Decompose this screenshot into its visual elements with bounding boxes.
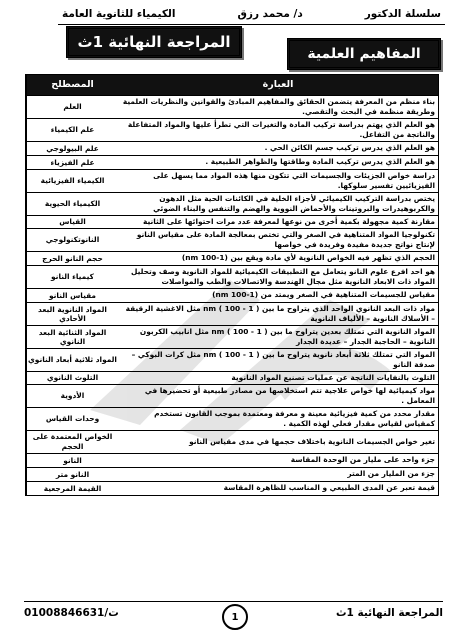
definition-cell: مواد ذات البعد النانوي الواحد الذي يتراوح ما بين ( 1 - 100 ) nm مثل الاغشية الرقيقة – الأسلاك النانوية – الألياف النانوية xyxy=(125,303,435,323)
page-header xyxy=(58,4,445,25)
table-row xyxy=(26,431,438,454)
table-row xyxy=(26,385,438,408)
definition-cell: الحجم الذي تظهر فيه الخواص النانوية لأي مادة ويقع بين (1-100 nm) xyxy=(181,253,435,263)
definition-cell: التلوث بالنفايات الناتجة عن عمليات تصنيع المواد النانوية xyxy=(231,372,435,382)
term-cell: النانو xyxy=(26,454,118,467)
definition-cell: تكنولوجيا المواد المتناهية في الصغر والتي تختص بمعالجة المادة على مقياس النانو لإنتاج نواتج جديدة مفيدة وفريدة في خواصها xyxy=(136,229,435,249)
definition-cell: مقارنة كمية مجهولة بكمية أخرى من نوعها لمعرفة عدد مرات احتوائها على الثانية xyxy=(142,216,435,226)
definition-cell: جزء من المليار من المتر xyxy=(347,469,435,479)
table-row xyxy=(26,289,438,303)
term-cell: النانوتكنولوجي xyxy=(26,229,118,251)
definition-cell: المواد النانوية التي تمتلك بعدين يتراوح ما بين ( 1 - 100 ) nm مثل انابيب الكربون النانوية – الحاجبة الجدار – عديدة الجدار xyxy=(139,326,435,346)
term-cell: الأدوية xyxy=(26,385,118,407)
definition-cell: قيمة تعبر عن المدى الطبيعي و المناسب للظاهرة المقاسة xyxy=(223,483,435,493)
table-row xyxy=(26,454,438,468)
table-row xyxy=(26,326,438,349)
definition-cell: هو العلم الذي يدرس تركيب جسم الكائن الحي . xyxy=(264,143,435,153)
definition-cell: جزء واحد على مليار من الوحدة المقاسة xyxy=(290,455,435,465)
term-cell: الخواص المعتمدة على الحجم xyxy=(26,431,118,453)
term-cell: وحدات القياس xyxy=(26,408,118,430)
term-cell: التلوث النانوي xyxy=(26,372,118,384)
term-cell: الكيمياء الفيزيائية xyxy=(26,170,118,192)
table-row xyxy=(26,170,438,193)
definition-cell: يختص بدراسة التركيب الكيميائي لأجزاء الخلية في الكائنات الحية مثل الدهون والكربوهيدرات والبروتينات والأحماض النووية والهضم والتنفس والبناء الضوئي xyxy=(153,193,435,213)
definition-cell: تغير خواص الجسيمات النانوية باختلاف حجمها في مدى مقياس النانو xyxy=(189,436,435,446)
terms-table xyxy=(25,74,439,496)
term-cell: كيمياء النانو xyxy=(26,266,118,288)
term-cell: القياس xyxy=(26,216,118,228)
term-cell: القيمة المرجعية xyxy=(26,482,118,495)
term-cell: حجم النانو الحرج xyxy=(26,252,118,265)
table-row xyxy=(26,482,438,495)
table-row xyxy=(26,216,438,229)
table-header-row xyxy=(26,75,438,96)
column-header-definition: العبارة xyxy=(118,75,438,95)
table-row xyxy=(26,468,438,482)
table-row xyxy=(26,96,438,119)
table-row xyxy=(26,372,438,385)
definition-cell: بناء منظم من المعرفة يتضمن الحقائق والمفاهيم المبادئ والقوانين والنظريات العلمية وطريقة منظمة في البحث والتقصي. xyxy=(122,97,435,116)
term-cell: الكيمياء الحيوية xyxy=(26,193,118,215)
definition-cell: هو احد افرع علوم النانو يتعامل مع التطبيقات الكيميائية للمواد النانوية وصف وتحليل المواد ذات الابعاد النانوية مثل مجال الهندسة والاتصالات والطب والمواصلات xyxy=(130,266,435,286)
table-row xyxy=(26,193,438,216)
review-banner: المراجعة النهائية 1ث xyxy=(66,26,242,58)
table-row xyxy=(26,119,438,142)
definition-cell: مقدار محدد من كمية فيزيائية معينة و معرفة ومعتمدة بموجب القانون تستخدم كمقياس لقياس مقدار فعلي لهذه الكمية . xyxy=(154,408,435,428)
series-title: سلسلة الدكتور xyxy=(364,8,441,20)
table-row xyxy=(26,408,438,431)
footer-title: المراجعة النهائية 1ث xyxy=(335,607,443,619)
term-cell: النانو متر xyxy=(26,468,118,481)
column-header-term: المصطلح xyxy=(26,75,118,95)
table-row xyxy=(26,142,438,156)
table-row xyxy=(26,303,438,326)
author-name: د/ محمد رزق xyxy=(237,8,303,20)
footer-phone: ت/01008846631 xyxy=(24,607,119,619)
definition-cell: مواد كيميائية لها خواص علاجية تتم استخلاصها من مصادر طبيعية أو تحضيرها في المعامل . xyxy=(144,385,435,405)
table-row xyxy=(26,252,438,266)
table-row xyxy=(26,229,438,252)
term-cell: المواد الثنائية البعد النانوي xyxy=(26,326,118,348)
term-cell: علم الكيمياء xyxy=(26,119,118,141)
page-number: 1 xyxy=(222,604,248,630)
definition-cell: هو العلم الذي يدرس تركيب المادة وطاقتها والظواهر الطبيعية . xyxy=(205,157,435,167)
subject-title: الكيمياء للثانوية العامة xyxy=(62,8,176,20)
definition-cell: المواد التي تمتلك ثلاثة أبعاد نانوية يتراوح ما بين ( 1 - 100 ) nm مثل كرات البوكي – صدفة النانو xyxy=(131,349,435,369)
term-cell: مقياس النانو xyxy=(26,289,118,302)
term-cell: المواد النانوية البعد الأحادي xyxy=(26,303,118,325)
table-row xyxy=(26,266,438,289)
definition-cell: هو العلم الذي يهتم بدراسة تركيب المادة والتغيرات التي تطرأ عليها والمواد المتفاعلة والناتجة من التفاعل. xyxy=(127,120,435,139)
term-cell: المواد ثلاثية أبعاد النانوي xyxy=(26,349,118,371)
table-row xyxy=(26,156,438,170)
term-cell: العلم xyxy=(26,96,118,118)
table-row xyxy=(26,349,438,372)
term-cell: علم الفيزياء xyxy=(26,156,118,169)
definition-cell: دراسة خواص الجزيئات والجسيمات التي تتكون منها هذه المواد مما يسهل على الفيزيائيين تفسير سلوكها. xyxy=(153,170,435,190)
definition-cell: مقياس للجسيمات المتناهية في الصغر ويمتد من (1-100 nm) xyxy=(212,290,435,300)
concepts-banner: المفاهيم العلمية xyxy=(287,38,441,70)
term-cell: علم البيولوجي xyxy=(26,142,118,155)
